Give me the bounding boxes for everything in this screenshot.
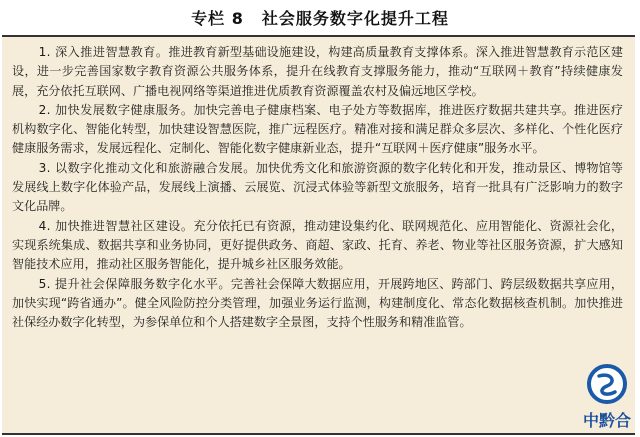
column-title: 社会服务数字化提升工程 — [261, 9, 449, 28]
item-5-body: 完善社会保障大数据应用，开展跨地区、跨部门、跨层级数据共享应用，加快实现“跨省通办”。健全风险防控分类管理，加强业务运行监测，构建制度化、常态化数据核查机制。加快推进社保经办数字化转型，为参保单位和个人搭建数字全景图，支持个性服务和精准监管。 — [12, 276, 623, 330]
item-4 — [12, 217, 623, 275]
item-3 — [12, 159, 623, 217]
item-4-lead: 4. 加快推进智慧社区建设。 — [38, 218, 194, 233]
item-4-body: 充分依托已有资源，推动建设集约化、联网规范化、应用智能化、资源社会化，实现系统集成、数据共享和业务协同，更好提供政务、商超、家政、托育、养老、物业等社区服务资源，扩大感知智能技术应用，推动社区服务智能化，提升城乡社区服务效能。 — [12, 218, 623, 272]
item-3-lead: 3. 以数字化推动文化和旅游融合发展。 — [38, 160, 256, 175]
content-box — [2, 35, 635, 435]
item-2-body: 加快完善电子健康档案、电子处方等数据库，推进医疗数据共建共享。推进医疗机构数字化、智能化转型，加快建设智慧医院，推广远程医疗。精准对接和满足群众多层次、多样化、个性化医疗健康服务需求，发展远程化、定制化、智能化数字健康新业态，提升“互联网＋医疗健康”服务水平。 — [12, 102, 623, 156]
item-3-body: 加快优秀文化和旅游资源的数字化转化和开发，推动景区、博物馆等发展线上数字化体验产品，发展线上演播、云展览、沉浸式体验等新型文旅服务，培育一批具有广泛影响力的数字文化品牌。 — [12, 160, 623, 214]
watermark-text: 中黔合 — [582, 411, 632, 430]
watermark-logo — [577, 362, 637, 434]
item-1-lead: 1. 深入推进智慧教育。 — [38, 45, 169, 59]
item-5 — [12, 275, 623, 333]
item-2-lead: 2. 加快发展数字健康服务。 — [38, 102, 194, 117]
item-2 — [12, 101, 623, 159]
item-5-lead: 5. 提升社会保障服务数字化水平。 — [38, 276, 231, 291]
logo-ring-icon — [589, 366, 625, 402]
column-header — [0, 0, 640, 35]
column-label: 专栏 8 — [191, 9, 244, 28]
item-1 — [12, 43, 623, 101]
item-1-body: 推进教育新型基础设施建设，构建高质量教育支撑体系。深入推进智慧教育示范区建设，进一步完善国家数字教育资源公共服务体系，提升在线教育支撑服务能力，推动“互联网＋教育”持续健康发展，充分依托互联网、广播电视网络等渠道推进优质教育资源覆盖农村及偏远地区学校。 — [12, 45, 623, 98]
